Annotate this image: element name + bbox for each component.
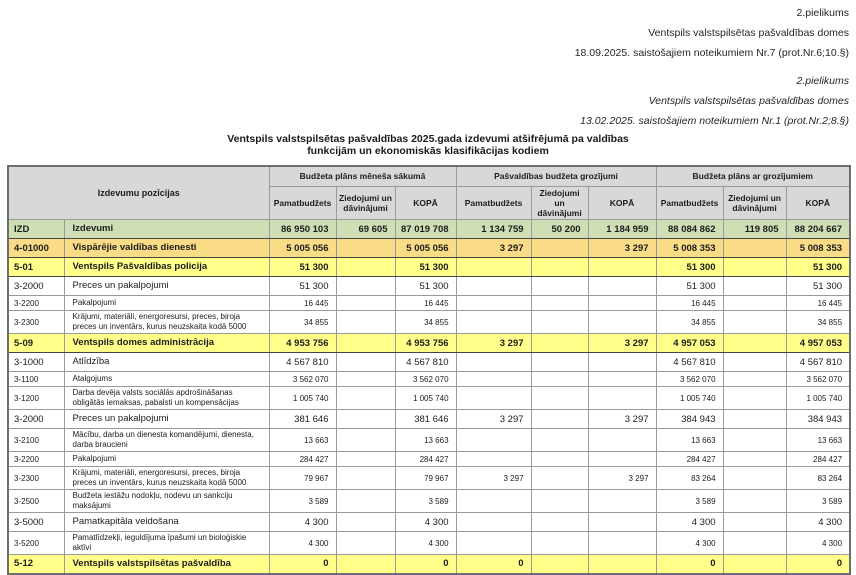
- value-cell: [336, 239, 395, 258]
- row-code-cell: 5-01: [8, 258, 64, 277]
- value-cell: [531, 490, 588, 513]
- value-cell: 5 005 056: [269, 239, 336, 258]
- value-cell: 83 264: [656, 467, 723, 490]
- value-cell: 0: [395, 555, 456, 574]
- value-cell: 79 967: [395, 467, 456, 490]
- value-cell: 3 297: [588, 410, 656, 429]
- value-cell: [588, 311, 656, 334]
- annotation-line: Ventspils valstspilsētas pašvaldības domes: [648, 27, 849, 39]
- value-cell: [336, 353, 395, 372]
- value-cell: 4 957 053: [786, 334, 850, 353]
- value-cell: 51 300: [786, 277, 850, 296]
- value-cell: 5 008 353: [786, 239, 850, 258]
- value-cell: [336, 410, 395, 429]
- value-cell: [723, 532, 786, 555]
- value-cell: 4 300: [269, 513, 336, 532]
- row-name-cell: Vispārējie valdības dienesti: [64, 239, 269, 258]
- value-cell: 284 427: [269, 452, 336, 467]
- value-cell: [723, 311, 786, 334]
- table-row: [8, 258, 850, 277]
- subcolumn-header-cell: Pamatbudžets: [656, 186, 723, 220]
- value-cell: [531, 277, 588, 296]
- row-name-cell: Izdevumi: [64, 220, 269, 239]
- value-cell: 4 300: [786, 513, 850, 532]
- row-code-cell: 5-12: [8, 555, 64, 574]
- value-cell: [456, 452, 531, 467]
- value-cell: [531, 532, 588, 555]
- row-code-cell: 3-1200: [8, 387, 64, 410]
- value-cell: [531, 296, 588, 311]
- value-cell: 3 297: [456, 467, 531, 490]
- value-cell: 87 019 708: [395, 220, 456, 239]
- value-cell: [723, 239, 786, 258]
- value-cell: [531, 452, 588, 467]
- row-name-cell: Preces un pakalpojumi: [64, 277, 269, 296]
- subcolumn-header-cell: KOPĀ: [395, 186, 456, 220]
- row-name-cell: Mācību, darba un dienesta komandējumi, dienesta, darba braucieni: [64, 429, 269, 452]
- group-header-cell: Budžeta plāns ar grozījumiem: [656, 166, 850, 186]
- row-name-cell: Atalgojums: [64, 372, 269, 387]
- value-cell: 1 005 740: [395, 387, 456, 410]
- value-cell: 4 300: [656, 532, 723, 555]
- annotation-line: 2.pielikums: [796, 75, 849, 87]
- positions-header-cell: Izdevumu pozīcijas: [8, 166, 269, 220]
- value-cell: [723, 467, 786, 490]
- row-code-cell: 3-5200: [8, 532, 64, 555]
- row-code-cell: 4-01000: [8, 239, 64, 258]
- value-cell: [531, 258, 588, 277]
- value-cell: 3 562 070: [786, 372, 850, 387]
- row-name-cell: Pakalpojumi: [64, 296, 269, 311]
- group-header-cell: Budžeta plāns mēneša sākumā: [269, 166, 456, 186]
- value-cell: [531, 410, 588, 429]
- value-cell: [456, 387, 531, 410]
- value-cell: [336, 490, 395, 513]
- row-code-cell: 3-2000: [8, 410, 64, 429]
- value-cell: [456, 490, 531, 513]
- value-cell: 4 300: [395, 532, 456, 555]
- value-cell: [456, 513, 531, 532]
- value-cell: 4 567 810: [269, 353, 336, 372]
- value-cell: 4 300: [786, 532, 850, 555]
- value-cell: 381 646: [269, 410, 336, 429]
- row-code-cell: 3-2100: [8, 429, 64, 452]
- page-title-line2: funkcijām un ekonomiskās klasifikācijas kodiem: [307, 145, 549, 157]
- value-cell: [723, 429, 786, 452]
- table-row: [8, 513, 850, 532]
- value-cell: [723, 334, 786, 353]
- value-cell: 5 005 056: [395, 239, 456, 258]
- value-cell: [723, 410, 786, 429]
- value-cell: 3 297: [456, 334, 531, 353]
- table-row: [8, 429, 850, 452]
- value-cell: 13 663: [786, 429, 850, 452]
- value-cell: 284 427: [786, 452, 850, 467]
- table-row: [8, 239, 850, 258]
- value-cell: [588, 452, 656, 467]
- value-cell: 3 562 070: [269, 372, 336, 387]
- value-cell: 4 300: [269, 532, 336, 555]
- table-row: [8, 490, 850, 513]
- value-cell: 13 663: [656, 429, 723, 452]
- value-cell: 4 953 756: [395, 334, 456, 353]
- row-code-cell: 5-09: [8, 334, 64, 353]
- value-cell: [588, 277, 656, 296]
- value-cell: [588, 387, 656, 410]
- annotation-line: Ventspils valstspilsētas pašvaldības domes: [648, 95, 849, 107]
- value-cell: 3 297: [588, 334, 656, 353]
- value-cell: [531, 429, 588, 452]
- table-row: [8, 277, 850, 296]
- value-cell: 284 427: [656, 452, 723, 467]
- table-row: [8, 220, 850, 239]
- value-cell: 119 805: [723, 220, 786, 239]
- value-cell: 3 589: [786, 490, 850, 513]
- value-cell: 51 300: [656, 277, 723, 296]
- row-name-cell: Darba devēja valsts sociālās apdrošināšanas obligātās iemaksas, pabalsti un kompensācijas: [64, 387, 269, 410]
- row-code-cell: 3-1100: [8, 372, 64, 387]
- budget-table: [7, 165, 851, 575]
- value-cell: 69 605: [336, 220, 395, 239]
- value-cell: 1 184 959: [588, 220, 656, 239]
- value-cell: [588, 513, 656, 532]
- value-cell: 4 300: [395, 513, 456, 532]
- value-cell: 16 445: [656, 296, 723, 311]
- value-cell: 3 297: [456, 410, 531, 429]
- value-cell: 34 855: [269, 311, 336, 334]
- value-cell: [531, 387, 588, 410]
- table-row: [8, 452, 850, 467]
- value-cell: 88 204 667: [786, 220, 850, 239]
- value-cell: [456, 429, 531, 452]
- value-cell: 381 646: [395, 410, 456, 429]
- value-cell: [531, 239, 588, 258]
- value-cell: [531, 311, 588, 334]
- value-cell: 3 589: [269, 490, 336, 513]
- annotation-line: 18.09.2025. saistošajiem noteikumiem Nr.7 (prot.Nr.6;10.§): [574, 47, 849, 59]
- row-code-cell: 3-2500: [8, 490, 64, 513]
- row-name-cell: Pamatlīdzekļi, ieguldījuma īpašumi un bioloģiskie aktīvi: [64, 532, 269, 555]
- row-name-cell: Ventspils valstspilsētas pašvaldība: [64, 555, 269, 574]
- value-cell: 34 855: [786, 311, 850, 334]
- value-cell: [336, 387, 395, 410]
- value-cell: 4 300: [656, 513, 723, 532]
- value-cell: 4 567 810: [395, 353, 456, 372]
- annotations-block: [575, 3, 849, 131]
- subcolumn-header-cell: Pamatbudžets: [269, 186, 336, 220]
- value-cell: [531, 467, 588, 490]
- annotation-line: 2.pielikums: [796, 7, 849, 19]
- table-row: [8, 410, 850, 429]
- value-cell: [456, 532, 531, 555]
- row-code-cell: 3-2300: [8, 311, 64, 334]
- value-cell: 16 445: [395, 296, 456, 311]
- value-cell: 4 953 756: [269, 334, 336, 353]
- value-cell: 3 589: [656, 490, 723, 513]
- value-cell: 34 855: [395, 311, 456, 334]
- value-cell: 5 008 353: [656, 239, 723, 258]
- row-name-cell: Ventspils domes administrācija: [64, 334, 269, 353]
- value-cell: [456, 372, 531, 387]
- value-cell: [723, 513, 786, 532]
- value-cell: [723, 555, 786, 574]
- value-cell: [336, 372, 395, 387]
- value-cell: [336, 277, 395, 296]
- value-cell: [336, 532, 395, 555]
- value-cell: 0: [656, 555, 723, 574]
- value-cell: [531, 334, 588, 353]
- value-cell: 4 957 053: [656, 334, 723, 353]
- value-cell: 51 300: [269, 277, 336, 296]
- value-cell: [588, 490, 656, 513]
- value-cell: [723, 452, 786, 467]
- subcolumn-header-cell: KOPĀ: [786, 186, 850, 220]
- subcolumn-header-cell: KOPĀ: [588, 186, 656, 220]
- value-cell: [336, 334, 395, 353]
- value-cell: [723, 353, 786, 372]
- value-cell: [531, 513, 588, 532]
- table-row: [8, 353, 850, 372]
- value-cell: 3 297: [588, 467, 656, 490]
- row-name-cell: Atlīdzība: [64, 353, 269, 372]
- value-cell: [723, 258, 786, 277]
- value-cell: 3 562 070: [395, 372, 456, 387]
- value-cell: [336, 513, 395, 532]
- value-cell: [336, 555, 395, 574]
- value-cell: [336, 452, 395, 467]
- value-cell: [588, 296, 656, 311]
- value-cell: [723, 490, 786, 513]
- row-code-cell: 3-1000: [8, 353, 64, 372]
- value-cell: 83 264: [786, 467, 850, 490]
- row-code-cell: 3-2200: [8, 452, 64, 467]
- table-row: [8, 334, 850, 353]
- value-cell: 86 950 103: [269, 220, 336, 239]
- page-title: [0, 133, 856, 157]
- value-cell: 0: [456, 555, 531, 574]
- value-cell: [723, 277, 786, 296]
- row-name-cell: Ventspils Pašvaldības policija: [64, 258, 269, 277]
- table-row: [8, 532, 850, 555]
- value-cell: 4 567 810: [786, 353, 850, 372]
- value-cell: 34 855: [656, 311, 723, 334]
- table-row: [8, 555, 850, 574]
- table-row: [8, 467, 850, 490]
- subcolumn-header-cell: Ziedojumi un dāvinājumi: [723, 186, 786, 220]
- page-title-line1: Ventspils valstspilsētas pašvaldības 2025.gada izdevumi atšifrējumā pa valdības: [227, 133, 629, 145]
- value-cell: 79 967: [269, 467, 336, 490]
- value-cell: 1 005 740: [786, 387, 850, 410]
- value-cell: 16 445: [269, 296, 336, 311]
- row-name-cell: Pamatkapitāla veidošana: [64, 513, 269, 532]
- value-cell: [531, 353, 588, 372]
- value-cell: [723, 296, 786, 311]
- value-cell: 50 200: [531, 220, 588, 239]
- value-cell: [588, 555, 656, 574]
- budget-table-body: [8, 220, 850, 574]
- value-cell: 51 300: [395, 277, 456, 296]
- value-cell: [336, 311, 395, 334]
- value-cell: [588, 353, 656, 372]
- row-name-cell: Krājumi, materiāli, energoresursi, preces, biroja preces un inventārs, kurus neuzskaita kodā 5000: [64, 311, 269, 334]
- row-name-cell: Krājumi, materiāli, energoresursi, preces, biroja preces un inventārs, kurus neuzskaita kodā 5000: [64, 467, 269, 490]
- table-row: [8, 387, 850, 410]
- value-cell: [723, 387, 786, 410]
- value-cell: [588, 429, 656, 452]
- value-cell: 13 663: [269, 429, 336, 452]
- value-cell: 88 084 862: [656, 220, 723, 239]
- row-code-cell: 3-2300: [8, 467, 64, 490]
- subcolumn-header-cell: Ziedojumi un dāvinājumi: [531, 186, 588, 220]
- value-cell: 0: [269, 555, 336, 574]
- subcolumn-header-cell: Ziedojumi un dāvinājumi: [336, 186, 395, 220]
- table-row: [8, 311, 850, 334]
- group-header-cell: Pašvaldības budžeta grozījumi: [456, 166, 656, 186]
- row-name-cell: Budžeta iestāžu nodokļu, nodevu un sankciju maksājumi: [64, 490, 269, 513]
- value-cell: [336, 429, 395, 452]
- value-cell: [456, 277, 531, 296]
- value-cell: 1 005 740: [656, 387, 723, 410]
- value-cell: 51 300: [395, 258, 456, 277]
- value-cell: 384 943: [656, 410, 723, 429]
- value-cell: [588, 372, 656, 387]
- header-group-row: [8, 166, 850, 186]
- subcolumn-header-cell: Pamatbudžets: [456, 186, 531, 220]
- value-cell: [456, 258, 531, 277]
- value-cell: 3 297: [456, 239, 531, 258]
- value-cell: [336, 258, 395, 277]
- value-cell: 4 567 810: [656, 353, 723, 372]
- value-cell: [588, 532, 656, 555]
- table-row: [8, 296, 850, 311]
- value-cell: 16 445: [786, 296, 850, 311]
- value-cell: 51 300: [786, 258, 850, 277]
- value-cell: 13 663: [395, 429, 456, 452]
- value-cell: [456, 353, 531, 372]
- row-code-cell: 3-5000: [8, 513, 64, 532]
- value-cell: [336, 296, 395, 311]
- value-cell: 3 562 070: [656, 372, 723, 387]
- annotation-line: 13.02.2025. saistošajiem noteikumiem Nr.1 (prot.Nr.2;8.§): [580, 115, 849, 127]
- value-cell: [456, 296, 531, 311]
- value-cell: 51 300: [656, 258, 723, 277]
- value-cell: [531, 372, 588, 387]
- value-cell: 3 297: [588, 239, 656, 258]
- row-name-cell: Preces un pakalpojumi: [64, 410, 269, 429]
- value-cell: [531, 555, 588, 574]
- value-cell: 1 005 740: [269, 387, 336, 410]
- value-cell: [456, 311, 531, 334]
- value-cell: [723, 372, 786, 387]
- row-name-cell: Pakalpojumi: [64, 452, 269, 467]
- table-row: [8, 372, 850, 387]
- row-code-cell: 3-2200: [8, 296, 64, 311]
- value-cell: 51 300: [269, 258, 336, 277]
- row-code-cell: IZD: [8, 220, 64, 239]
- value-cell: 284 427: [395, 452, 456, 467]
- value-cell: [588, 258, 656, 277]
- value-cell: 3 589: [395, 490, 456, 513]
- value-cell: 0: [786, 555, 850, 574]
- value-cell: [336, 467, 395, 490]
- value-cell: 384 943: [786, 410, 850, 429]
- row-code-cell: 3-2000: [8, 277, 64, 296]
- value-cell: 1 134 759: [456, 220, 531, 239]
